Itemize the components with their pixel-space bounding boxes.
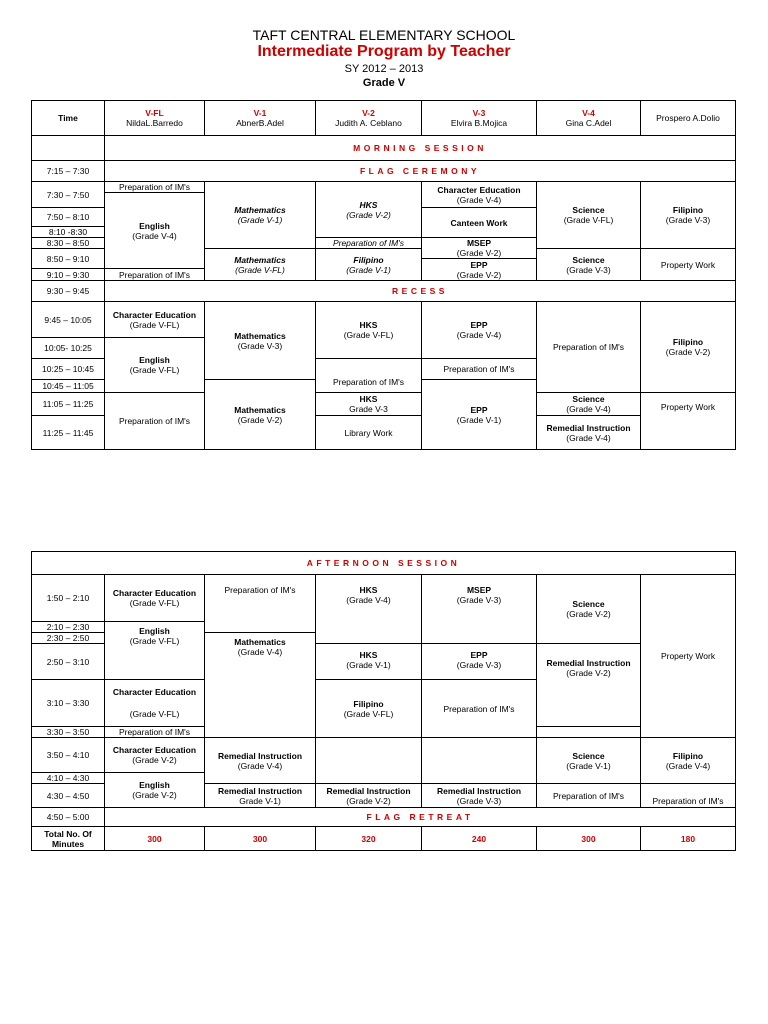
time-cell: 2:30 – 2:50 <box>32 633 105 644</box>
subject-label: MSEP <box>466 585 492 595</box>
grade-label: (Grade V-4) <box>346 595 391 605</box>
subject-label: Science <box>572 394 605 404</box>
subject-label: Mathematics <box>234 404 286 415</box>
teacher-name: NildaL.Barredo <box>126 118 183 128</box>
table-row <box>32 808 736 827</box>
grade-label: (Grade V-2) <box>346 209 391 220</box>
schedule-cell <box>422 575 537 644</box>
schedule-cell <box>316 644 422 680</box>
cell-text: Property Work <box>660 651 716 661</box>
schedule-cell <box>537 416 641 450</box>
teacher-header <box>316 101 422 136</box>
schedule-cell <box>105 738 205 773</box>
total-minutes-value: 320 <box>316 827 422 851</box>
grade-label: (Grade V-3) <box>456 595 502 605</box>
schedule-cell <box>105 302 205 338</box>
schedule-cell <box>641 784 736 808</box>
grade-label: (Grade V-2) <box>456 248 502 258</box>
subject-label: Character Education <box>112 745 197 755</box>
cell-text: Preparation of IM's <box>332 376 405 387</box>
time-cell: 8:10 -8:30 <box>32 227 105 238</box>
cell-text: Preparation of IM's <box>552 342 625 352</box>
schedule-cell <box>537 644 641 727</box>
total-minutes-value: 300 <box>205 827 316 851</box>
grade-level: Grade V <box>362 77 406 89</box>
schedule-cell <box>205 249 316 281</box>
schedule-cell <box>422 738 537 784</box>
grade-label: (Grade V-1) <box>456 414 502 425</box>
time-cell: 1:50 – 2:10 <box>32 575 105 622</box>
subject-label: Remedial Instruction <box>546 422 631 433</box>
subject-label: Remedial Instruction <box>546 658 631 668</box>
subject-label: Character Education <box>437 184 521 195</box>
schedule-cell <box>641 182 736 249</box>
schedule-cell <box>205 738 316 784</box>
total-minutes-value: 240 <box>422 827 537 851</box>
schedule-cell <box>316 182 422 238</box>
schedule-cell <box>422 359 537 380</box>
total-minutes-label: Total No. Of Minutes <box>32 827 105 851</box>
table-row <box>32 182 736 193</box>
school-name: TAFT CENTRAL ELEMENTARY SCHOOL <box>252 27 516 43</box>
recess-banner: RECESS <box>105 281 736 302</box>
subject-label: Science <box>572 205 605 215</box>
grade-label: (Grade V-3) <box>456 660 502 670</box>
time-cell: 4:50 – 5:00 <box>32 808 105 827</box>
section-label: V-4 <box>582 108 595 118</box>
schedule-cell <box>105 680 205 727</box>
subject-label: Character Education <box>112 588 197 598</box>
cell-text: Preparation of IM's <box>332 238 405 248</box>
grade-label: (Grade V-4) <box>237 760 283 771</box>
section-label: V-1 <box>253 108 267 118</box>
grade-label: (Grade V-1) <box>346 264 391 275</box>
schedule-cell <box>422 259 537 281</box>
schedule-cell <box>105 193 205 269</box>
schedule-cell <box>422 302 537 359</box>
grade-label: (Grade V-1) <box>346 660 391 670</box>
schedule-cell <box>105 182 205 193</box>
schedule-cell <box>641 738 736 784</box>
teacher-header <box>537 101 641 136</box>
table-row <box>32 302 736 338</box>
subject-label: Character Education <box>112 687 197 697</box>
grade-label: (Grade V-3) <box>665 215 711 225</box>
time-header: Time <box>32 101 105 136</box>
time-cell: 7:15 – 7:30 <box>32 161 105 182</box>
time-cell: 7:30 – 7:50 <box>32 182 105 208</box>
teacher-name: Gina C.Adel <box>565 118 612 128</box>
subject-label: Science <box>572 750 605 761</box>
time-cell: 2:10 – 2:30 <box>32 622 105 633</box>
section-label: V-2 <box>362 108 375 118</box>
teacher-header <box>641 101 736 136</box>
schedule-cell <box>205 182 316 249</box>
schedule-cell <box>105 727 205 738</box>
grade-label: (Grade V-2) <box>566 668 611 678</box>
schedule-cell <box>205 380 316 450</box>
cell-text: Property Work <box>660 402 716 412</box>
time-cell: 10:05- 10:25 <box>32 338 105 359</box>
subject-label: Science <box>572 254 605 265</box>
cell-text: Library Work <box>344 427 393 438</box>
table-row <box>32 552 736 575</box>
schedule-cell <box>105 338 205 393</box>
grade-label: (Grade V-3) <box>566 264 611 275</box>
subject-label: EPP <box>470 259 488 270</box>
grade-label: (Grade V-2) <box>132 790 177 800</box>
time-cell: 2:50 – 3:10 <box>32 644 105 680</box>
grade-label: (Grade V-1) <box>237 215 283 225</box>
time-cell: 8:30 – 8:50 <box>32 238 105 249</box>
time-cell: 8:50 – 9:10 <box>32 249 105 269</box>
schedule-cell <box>316 249 422 281</box>
time-cell: 11:05 – 11:25 <box>32 393 105 416</box>
schedule-cell <box>316 575 422 644</box>
subject-label: HKS <box>359 585 378 595</box>
subject-label: Mathematics <box>234 637 286 647</box>
grade-label: (Grade V-2) <box>456 269 502 280</box>
grade-label: (Grade V-FL) <box>235 264 285 275</box>
schedule-cell <box>316 302 422 359</box>
cell-text: Preparation of IM's <box>443 703 515 714</box>
table-row <box>32 281 736 302</box>
teacher-header <box>205 101 316 136</box>
subject-label: Mathematics <box>234 254 286 265</box>
subject-label: HKS <box>359 650 378 660</box>
grade-label: (Grade V-4) <box>132 230 177 241</box>
schedule-cell <box>105 269 205 281</box>
school-year: SY 2012 – 2013 <box>344 63 424 75</box>
time-cell: 7:50 – 8:10 <box>32 208 105 227</box>
subject-label: Canteen Work <box>450 217 508 228</box>
cell-text: Preparation of IM's <box>118 269 191 280</box>
schedule-cell <box>537 182 641 249</box>
schedule-cell <box>422 208 537 238</box>
schedule-cell <box>422 680 537 738</box>
totals-row <box>32 827 736 851</box>
subject-label: Filipino <box>672 337 704 347</box>
total-minutes-value: 300 <box>105 827 205 851</box>
grade-label: (Grade V-FL) <box>129 709 180 719</box>
grade-label: Grade V-3 <box>349 404 388 414</box>
schedule-cell <box>422 380 537 450</box>
grade-label: (Grade V-FL) <box>343 330 394 340</box>
cell-text: Preparation of IM's <box>224 585 296 595</box>
subject-label: Mathematics <box>234 330 286 341</box>
grade-label: (Grade V-3) <box>456 795 502 806</box>
subject-label: Character Education <box>112 309 197 320</box>
subject-label: Filipino <box>672 205 704 215</box>
grade-label: (Grade V-2) <box>566 609 611 619</box>
cell-text: Preparation of IM's <box>118 416 191 426</box>
teacher-name: AbnerB.Adel <box>236 118 284 128</box>
subject-label: Mathematics <box>234 205 286 215</box>
grade-label: Grade V-1) <box>239 795 281 806</box>
schedule-cell <box>316 784 422 808</box>
grade-label: (Grade V-2) <box>237 414 283 425</box>
table-row <box>32 393 736 416</box>
schedule-cell <box>422 238 537 259</box>
cell-text: Preparation of IM's <box>443 364 515 374</box>
grade-label: (Grade V-4) <box>566 432 611 443</box>
time-cell: 4:10 – 4:30 <box>32 773 105 784</box>
time-cell: 3:30 – 3:50 <box>32 727 105 738</box>
morning-session-banner: MORNING SESSION <box>105 136 736 161</box>
time-cell: 9:45 – 10:05 <box>32 302 105 338</box>
section-label: V-FL <box>145 108 164 118</box>
column-header-row <box>32 101 736 136</box>
subject-label: Filipino <box>672 750 704 761</box>
schedule-cell <box>537 302 641 393</box>
afternoon-schedule-table <box>31 551 736 851</box>
cell-text: Preparation of IM's <box>552 790 625 801</box>
table-row <box>32 161 736 182</box>
schedule-cell <box>105 622 205 680</box>
grade-label: (Grade V-4) <box>456 194 502 205</box>
grade-label: (Grade V-4) <box>456 330 502 340</box>
schedule-cell <box>537 784 641 808</box>
teacher-name: Judith A. Ceblano <box>335 118 402 128</box>
cell-text: Preparation of IM's <box>118 182 191 192</box>
time-cell: 3:50 – 4:10 <box>32 738 105 773</box>
subject-label: HKS <box>359 320 378 330</box>
grade-label: (Grade V-FL) <box>343 708 394 719</box>
schedule-cell <box>537 393 641 416</box>
subject-label: Filipino <box>353 698 384 709</box>
subject-label: Science <box>572 599 605 609</box>
schedule-cell <box>205 575 316 633</box>
time-cell: 10:25 – 10:45 <box>32 359 105 380</box>
teacher-header <box>422 101 537 136</box>
subject-label: Remedial Instruction <box>217 785 303 796</box>
schedule-cell <box>105 773 205 808</box>
grade-label: (Grade V-1) <box>566 760 611 771</box>
subject-label: English <box>139 355 170 365</box>
program-title: Intermediate Program by Teacher <box>257 43 511 60</box>
table-row <box>32 136 736 161</box>
time-cell: 4:30 – 4:50 <box>32 784 105 808</box>
schedule-cell <box>316 738 422 784</box>
grade-label: (Grade V-4) <box>566 404 611 414</box>
schedule-cell <box>316 359 422 393</box>
cell-text: Preparation of IM's <box>118 727 191 737</box>
subject-label: Remedial Instruction <box>436 785 522 796</box>
subject-label: EPP <box>470 650 488 660</box>
cell-text: Preparation of IM's <box>652 796 724 806</box>
flag-retreat-banner: FLAG RETREAT <box>105 808 736 827</box>
subject-label: EPP <box>470 320 488 330</box>
teacher-name: Prospero A.Dolio <box>656 113 720 123</box>
schedule-cell <box>641 302 736 393</box>
flag-ceremony-banner: FLAG CEREMONY <box>105 161 736 182</box>
schedule-cell <box>422 182 537 208</box>
grade-label: (Grade V-FL) <box>129 636 180 646</box>
grade-label: (Grade V-4) <box>665 760 711 771</box>
subject-label: English <box>139 220 170 231</box>
subject-label: English <box>139 780 170 790</box>
schedule-cell <box>205 302 316 380</box>
teacher-header <box>105 101 205 136</box>
schedule-cell <box>641 393 736 450</box>
section-label: V-3 <box>472 108 486 118</box>
time-cell: 9:10 – 9:30 <box>32 269 105 281</box>
schedule-cell <box>422 784 537 808</box>
afternoon-session-banner: AFTERNOON SESSION <box>32 552 736 575</box>
time-cell: 10:45 – 11:05 <box>32 380 105 393</box>
schedule-cell <box>105 393 205 450</box>
grade-label: (Grade V-3) <box>237 340 283 351</box>
subject-label: English <box>139 626 170 636</box>
table-row <box>32 738 736 773</box>
grade-label: (Grade V-4) <box>237 647 283 657</box>
schedule-cell <box>537 249 641 281</box>
schedule-cell <box>105 575 205 622</box>
subject-label: Filipino <box>353 254 384 265</box>
grade-label: (Grade V-FL) <box>129 365 180 375</box>
grade-label: (Grade V-2) <box>132 755 177 765</box>
schedule-cell <box>205 784 316 808</box>
total-minutes-value: 300 <box>537 827 641 851</box>
schedule-cell <box>316 416 422 450</box>
schedule-cell <box>641 249 736 281</box>
subject-label: Remedial Instruction <box>326 785 411 796</box>
cell-text: Property Work <box>660 259 716 270</box>
schedule-cell <box>205 633 316 738</box>
subject-label: Remedial Instruction <box>217 750 303 761</box>
schedule-cell <box>641 575 736 738</box>
subject-label: MSEP <box>466 238 492 248</box>
time-cell: 11:25 – 11:45 <box>32 416 105 450</box>
schedule-cell <box>422 644 537 680</box>
grade-label: (Grade V-2) <box>346 795 391 806</box>
grade-label: (Grade V-FL) <box>129 598 180 608</box>
schedule-cell <box>537 738 641 784</box>
grade-label: (Grade V-FL) <box>563 215 614 225</box>
schedule-cell <box>316 680 422 738</box>
schedule-cell <box>316 393 422 416</box>
morning-schedule-table <box>31 100 736 450</box>
time-cell: 3:10 – 3:30 <box>32 680 105 727</box>
grade-label: (Grade V-FL) <box>129 319 180 330</box>
time-cell: 9:30 – 9:45 <box>32 281 105 302</box>
total-minutes-value: 180 <box>641 827 736 851</box>
time-cell <box>32 136 105 161</box>
subject-label: EPP <box>470 404 488 415</box>
schedule-cell <box>537 575 641 644</box>
schedule-cell <box>316 238 422 249</box>
table-row <box>32 575 736 622</box>
grade-label: (Grade V-2) <box>665 347 711 357</box>
teacher-name: Elvira B.Mojica <box>450 118 508 128</box>
subject-label: HKS <box>359 199 378 210</box>
subject-label: HKS <box>359 394 378 404</box>
